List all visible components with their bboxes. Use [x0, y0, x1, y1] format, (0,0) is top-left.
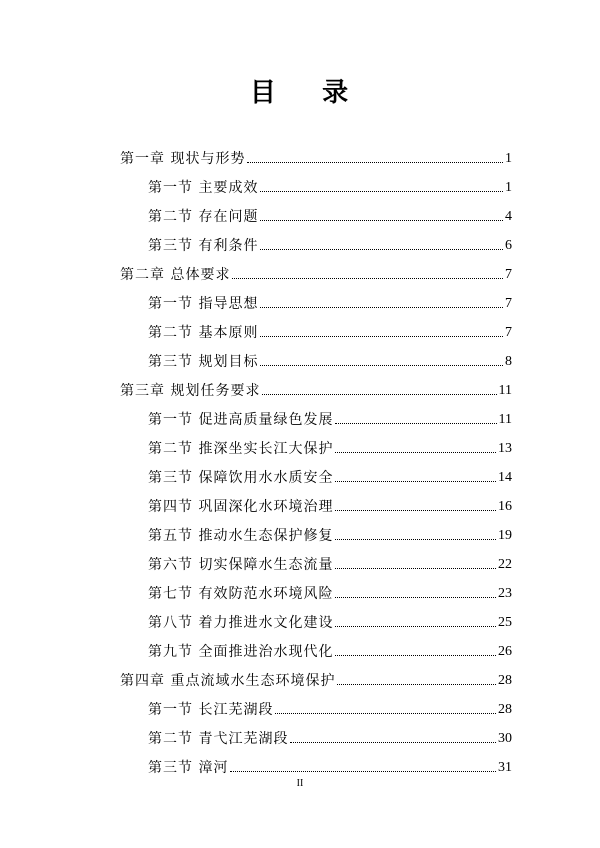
toc-entry-page-number: 30 [498, 731, 512, 746]
toc-entry-page-number: 19 [498, 528, 512, 543]
toc-dot-leader [262, 394, 496, 395]
toc-entry-title: 第二节 存在问题 [148, 209, 259, 225]
toc-entry-page-number: 13 [498, 441, 512, 456]
toc-entry-title: 第三节 保障饮用水水质安全 [148, 470, 334, 486]
toc-dot-leader [260, 249, 503, 250]
toc-entry-page-number: 7 [505, 267, 512, 282]
toc-dot-leader [275, 713, 496, 714]
toc-dot-leader [335, 510, 496, 511]
toc-entry-page-number: 1 [505, 151, 512, 166]
toc-dot-leader [260, 365, 503, 366]
toc-section-entry[interactable] [120, 283, 512, 312]
toc-entry-title: 第二节 青弋江芜湖段 [148, 731, 289, 747]
toc-section-entry[interactable] [120, 631, 512, 660]
toc-section-entry[interactable] [120, 399, 512, 428]
page-number: II [296, 778, 304, 789]
toc-dot-leader [260, 220, 503, 221]
toc-entry-page-number: 28 [498, 673, 512, 688]
toc-entry-page-number: 23 [498, 586, 512, 601]
toc-entry-title: 第一节 长江芜湖段 [148, 702, 274, 718]
toc-section-entry[interactable] [120, 486, 512, 515]
toc-entry-title: 第一节 促进高质量绿色发展 [148, 412, 334, 428]
toc-dot-leader [230, 771, 496, 772]
toc-dot-leader [335, 423, 496, 424]
toc-entry-title: 第一节 指导思想 [148, 296, 259, 312]
toc-entry-title: 第三节 漳河 [148, 760, 229, 776]
toc-entry-page-number: 16 [498, 499, 512, 514]
toc-dot-leader [247, 162, 503, 163]
toc-entry-page-number: 11 [498, 383, 512, 398]
toc-entry-page-number: 25 [498, 615, 512, 630]
toc-entry-page-number: 1 [505, 180, 512, 195]
toc-dot-leader [260, 336, 503, 337]
toc-dot-leader [260, 191, 503, 192]
toc-chapter-entry[interactable] [120, 138, 512, 167]
toc-chapter-entry[interactable] [120, 254, 512, 283]
toc-entry-title: 第三章 规划任务要求 [120, 383, 261, 399]
table-of-contents [120, 138, 512, 776]
toc-entry-title: 第七节 有效防范水环境风险 [148, 586, 334, 602]
toc-section-entry[interactable] [120, 457, 512, 486]
toc-section-entry[interactable] [120, 428, 512, 457]
toc-entry-title: 第二节 基本原则 [148, 325, 259, 341]
toc-entry-title: 第四节 巩固深化水环境治理 [148, 499, 334, 515]
toc-entry-title: 第一节 主要成效 [148, 180, 259, 196]
toc-entry-page-number: 14 [498, 470, 512, 485]
toc-entry-page-number: 28 [498, 702, 512, 717]
toc-entry-page-number: 22 [498, 557, 512, 572]
toc-section-entry[interactable] [120, 312, 512, 341]
toc-section-entry[interactable] [120, 573, 512, 602]
toc-section-entry[interactable] [120, 602, 512, 631]
toc-dot-leader [335, 452, 496, 453]
toc-entry-title: 第一章 现状与形势 [120, 151, 246, 167]
toc-entry-page-number: 31 [498, 760, 512, 775]
toc-entry-title: 第八节 着力推进水文化建设 [148, 615, 334, 631]
toc-entry-page-number: 8 [505, 354, 512, 369]
toc-entry-page-number: 11 [498, 412, 512, 427]
toc-entry-page-number: 6 [505, 238, 512, 253]
toc-section-entry[interactable] [120, 225, 512, 254]
toc-dot-leader [335, 568, 496, 569]
toc-dot-leader [337, 684, 496, 685]
toc-dot-leader [335, 626, 496, 627]
toc-entry-title: 第五节 推动水生态保护修复 [148, 528, 334, 544]
toc-section-entry[interactable] [120, 196, 512, 225]
toc-dot-leader [232, 278, 503, 279]
page-title: 目 录 [249, 78, 351, 108]
toc-entry-page-number: 7 [505, 296, 512, 311]
toc-dot-leader [335, 597, 496, 598]
toc-section-entry[interactable] [120, 515, 512, 544]
toc-entry-title: 第二节 推深坐实长江大保护 [148, 441, 334, 457]
toc-dot-leader [260, 307, 503, 308]
toc-dot-leader [335, 539, 496, 540]
toc-section-entry[interactable] [120, 341, 512, 370]
toc-chapter-entry[interactable] [120, 660, 512, 689]
toc-entry-page-number: 4 [505, 209, 512, 224]
toc-entry-title: 第六节 切实保障水生态流量 [148, 557, 334, 573]
toc-dot-leader [290, 742, 496, 743]
toc-section-entry[interactable] [120, 747, 512, 776]
toc-entry-title: 第四章 重点流域水生态环境保护 [120, 673, 336, 689]
toc-chapter-entry[interactable] [120, 370, 512, 399]
toc-section-entry[interactable] [120, 544, 512, 573]
toc-section-entry[interactable] [120, 167, 512, 196]
toc-entry-title: 第三节 规划目标 [148, 354, 259, 370]
toc-entry-title: 第三节 有利条件 [148, 238, 259, 254]
toc-section-entry[interactable] [120, 718, 512, 747]
toc-dot-leader [335, 655, 496, 656]
toc-entry-title: 第九节 全面推进治水现代化 [148, 644, 334, 660]
toc-dot-leader [335, 481, 496, 482]
toc-section-entry[interactable] [120, 689, 512, 718]
toc-entry-page-number: 26 [498, 644, 512, 659]
toc-entry-title: 第二章 总体要求 [120, 267, 231, 283]
toc-entry-page-number: 7 [505, 325, 512, 340]
